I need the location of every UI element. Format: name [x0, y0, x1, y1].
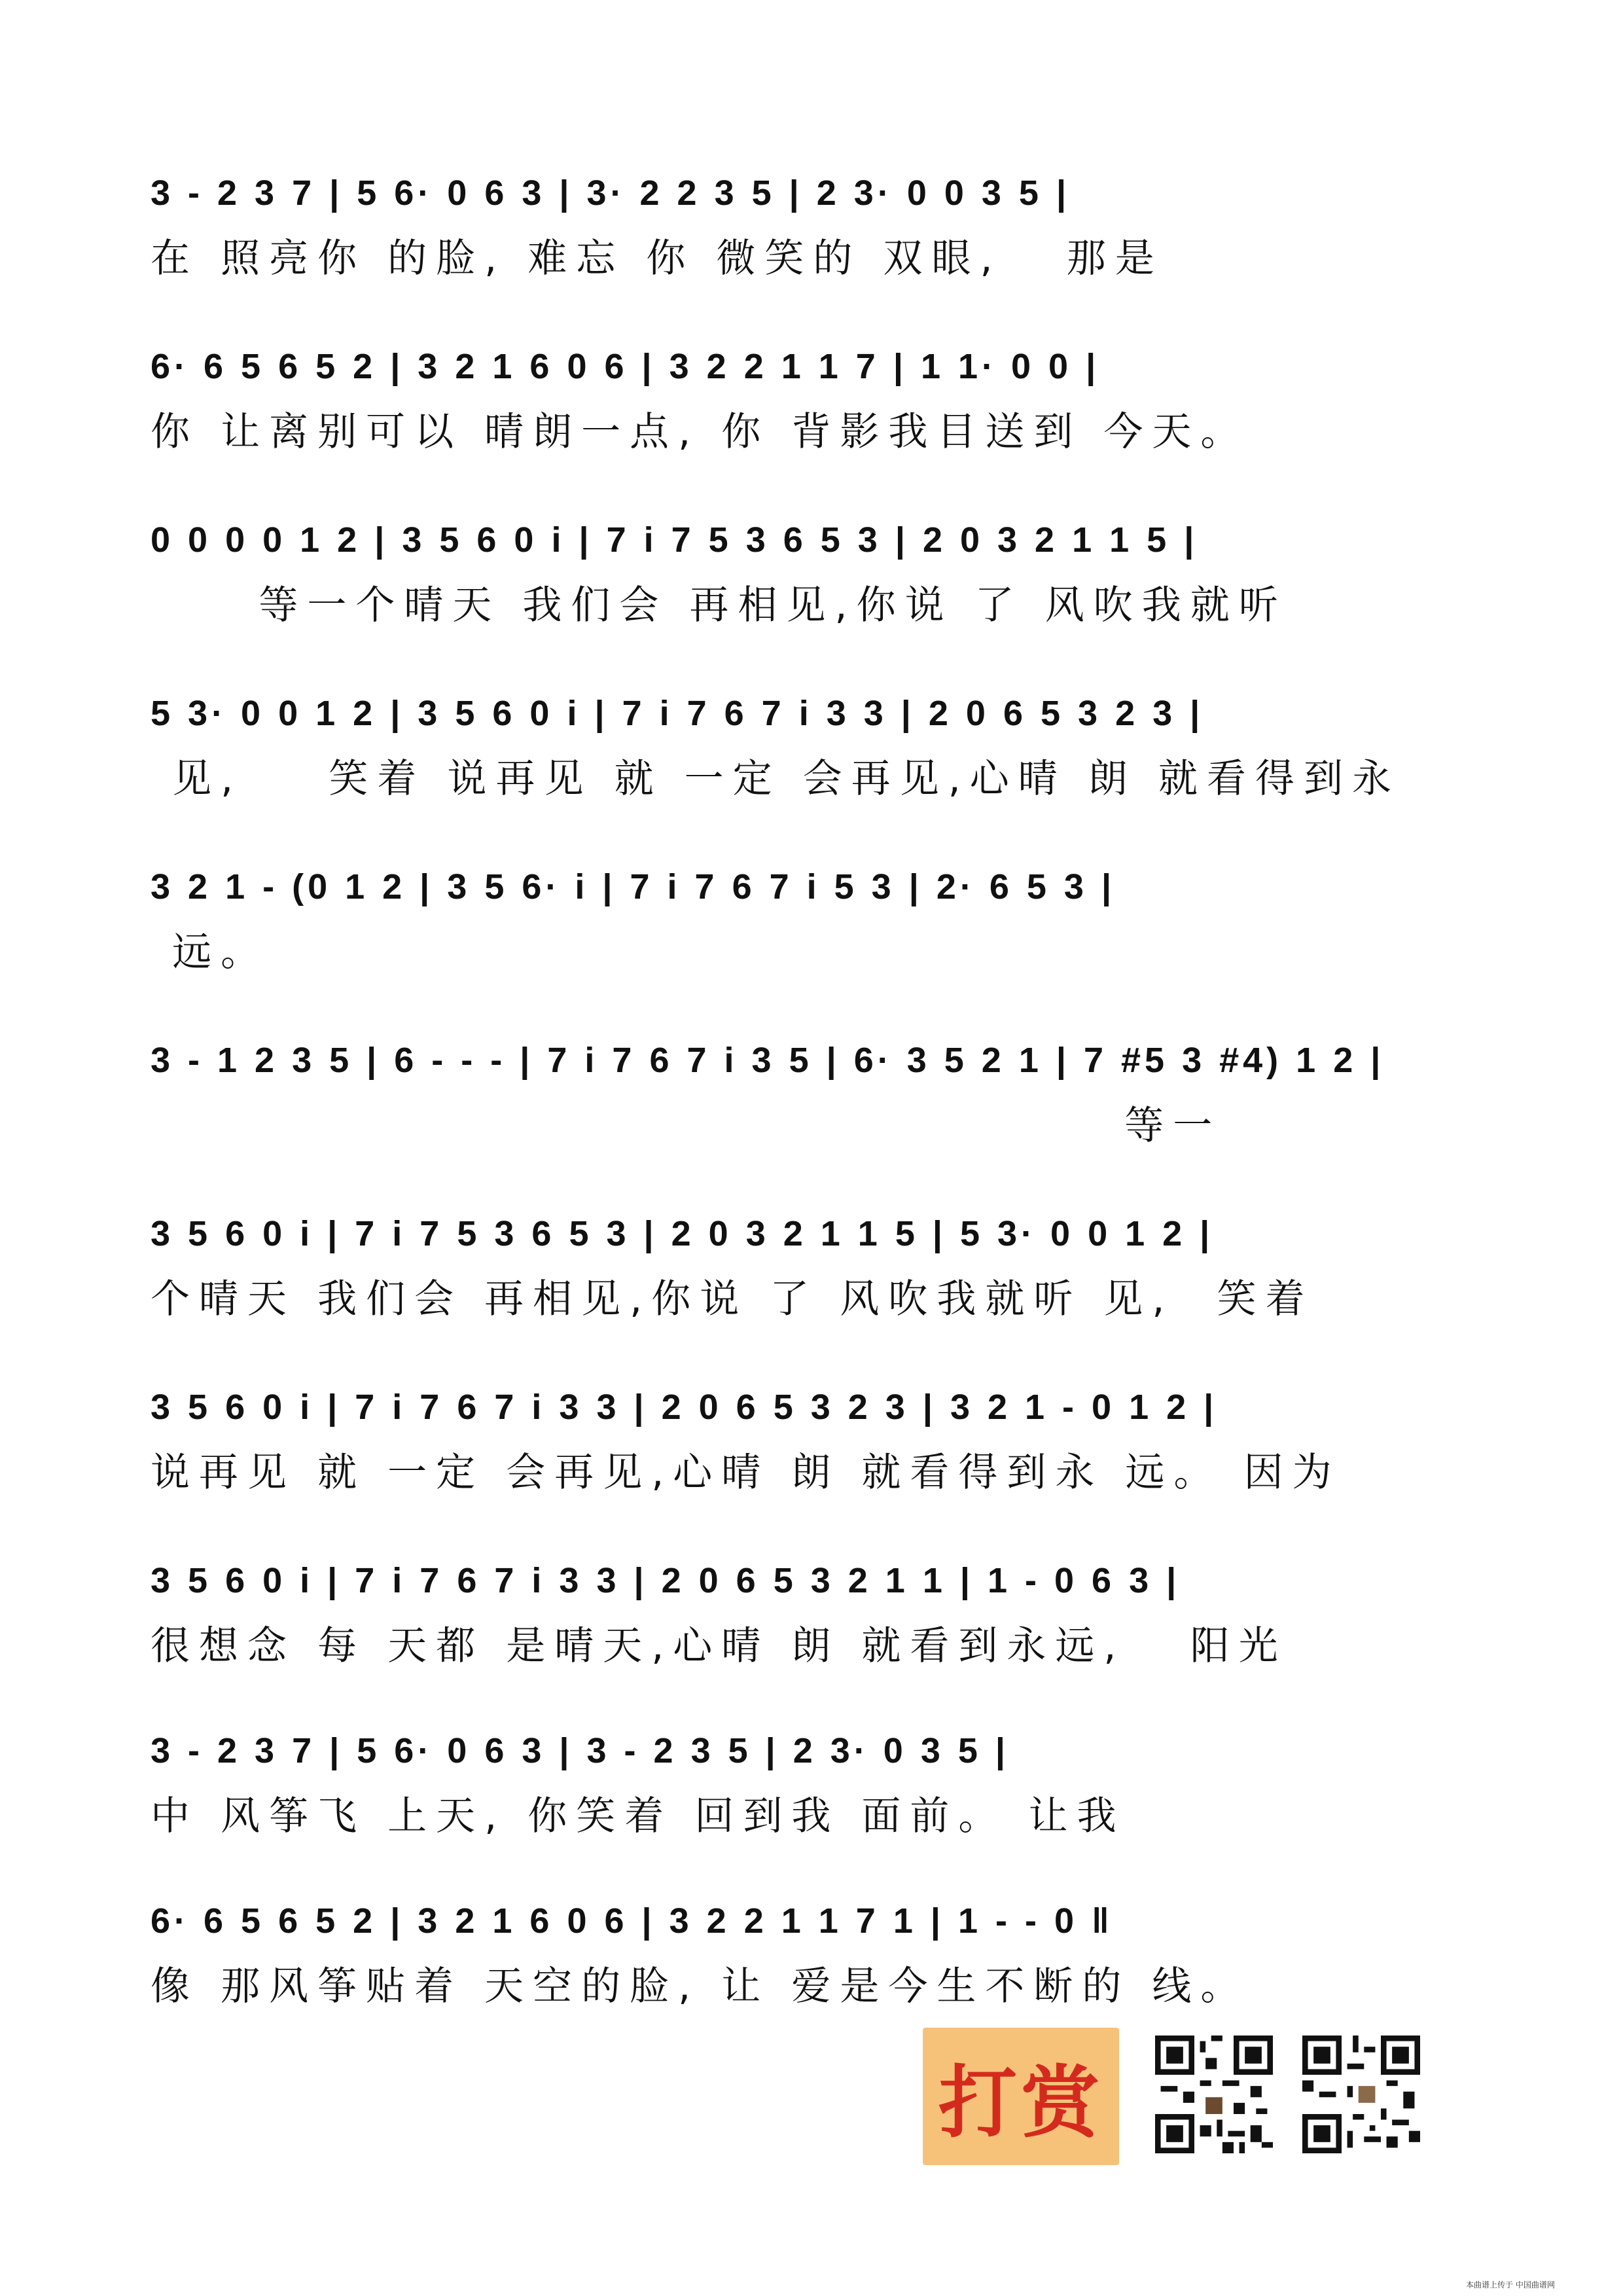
notation-line: 6· 6 5 6 5 2 | 3 2 1 6 0 6 | 3 2 2 1 1 7 | 1 1· 0 0 | — [151, 347, 1100, 386]
reward-button[interactable] — [923, 2028, 1119, 2165]
lyrics-line: 很想念 每 天都 是晴天,心晴 朗 就看到永远, 阳光 — [151, 1623, 1287, 1669]
lyrics-line: 远。 — [151, 929, 270, 975]
notation-line: 6· 6 5 6 5 2 | 3 2 1 6 0 6 | 3 2 2 1 1 7 1 | 1 - - 0 ‖ — [151, 1901, 1113, 1941]
score-system — [151, 1892, 1479, 2036]
footer-credit: 本曲谱上传于 中国曲谱网 — [1466, 2280, 1555, 2289]
lyrics-line: 见, 笑着 说再见 就 一定 会再见,心晴 朗 就看得到永 — [151, 756, 1400, 802]
notation-line: 3 5 6 0 i | 7 i 7 6 7 i 3 3 | 2 0 6 5 3 2 1 1 | 1 - 0 6 3 | — [151, 1561, 1181, 1600]
lyrics-line: 说再见 就 一定 会再见,心晴 朗 就看得到永 远。 因为 — [151, 1450, 1341, 1496]
lyrics-line: 个晴天 我们会 再相见,你说 了 风吹我就听 见, 笑着 — [151, 1276, 1314, 1322]
notation-line: 3 - 2 3 7 | 5 6· 0 6 3 | 3· 2 2 3 5 | 2 3· 0 0 3 5 | — [151, 173, 1071, 213]
score-system — [151, 1721, 1479, 1865]
score-system — [151, 857, 1479, 1001]
qr-code-icon — [1155, 2036, 1273, 2153]
score-system — [151, 1378, 1479, 1522]
notation-line: 3 - 2 3 7 | 5 6· 0 6 3 | 3 - 2 3 5 | 2 3· 0 3 5 | — [151, 1731, 1010, 1770]
score-system — [151, 511, 1479, 655]
notation-line: 3 - 1 2 3 5 | 6 - - - | 7 i 7 6 7 i 3 5 | 6· 3 5 2 1 | 7 #5 3 #4) 1 2 | — [151, 1041, 1385, 1080]
lyrics-line: 等一个晴天 我们会 再相见,你说 了 风吹我就听 — [151, 583, 1287, 628]
lyrics-line: 像 那风筝贴着 天空的脸, 让 爱是今生不断的 线。 — [151, 1964, 1249, 2009]
qr-code-icon — [1302, 2036, 1420, 2153]
score-system — [151, 164, 1479, 308]
lyrics-line: 等一 — [151, 1103, 1222, 1149]
reward-label: 打赏 — [938, 2058, 1103, 2149]
score-system — [151, 337, 1479, 481]
score-system — [151, 1031, 1479, 1175]
score-system — [151, 1551, 1479, 1695]
score-system — [151, 684, 1479, 828]
lyrics-line: 你 让离别可以 晴朗一点, 你 背影我目送到 今天。 — [151, 409, 1249, 455]
notation-line: 0 0 0 0 1 2 | 3 5 6 0 i | 7 i 7 5 3 6 5 3 | 2 0 3 2 1 1 5 | — [151, 520, 1198, 560]
lyrics-line: 中 风筝飞 上天, 你笑着 回到我 面前。 让我 — [151, 1793, 1126, 1839]
score-system — [151, 1204, 1479, 1348]
notation-line: 3 5 6 0 i | 7 i 7 6 7 i 3 3 | 2 0 6 5 3 2 3 | 3 2 1 - 0 1 2 | — [151, 1388, 1218, 1427]
notation-line: 3 2 1 - (0 1 2 | 3 5 6· i | 7 i 7 6 7 i 5 3 | 2· 6 5 3 | — [151, 867, 1116, 906]
lyrics-line: 在 照亮你 的脸, 难忘 你 微笑的 双眼, 那是 — [151, 236, 1164, 281]
notation-line: 3 5 6 0 i | 7 i 7 5 3 6 5 3 | 2 0 3 2 1 1 5 | 5 3· 0 0 1 2 | — [151, 1214, 1214, 1253]
notation-line: 5 3· 0 0 1 2 | 3 5 6 0 i | 7 i 7 6 7 i 3 3 | 2 0 6 5 3 2 3 | — [151, 694, 1204, 733]
